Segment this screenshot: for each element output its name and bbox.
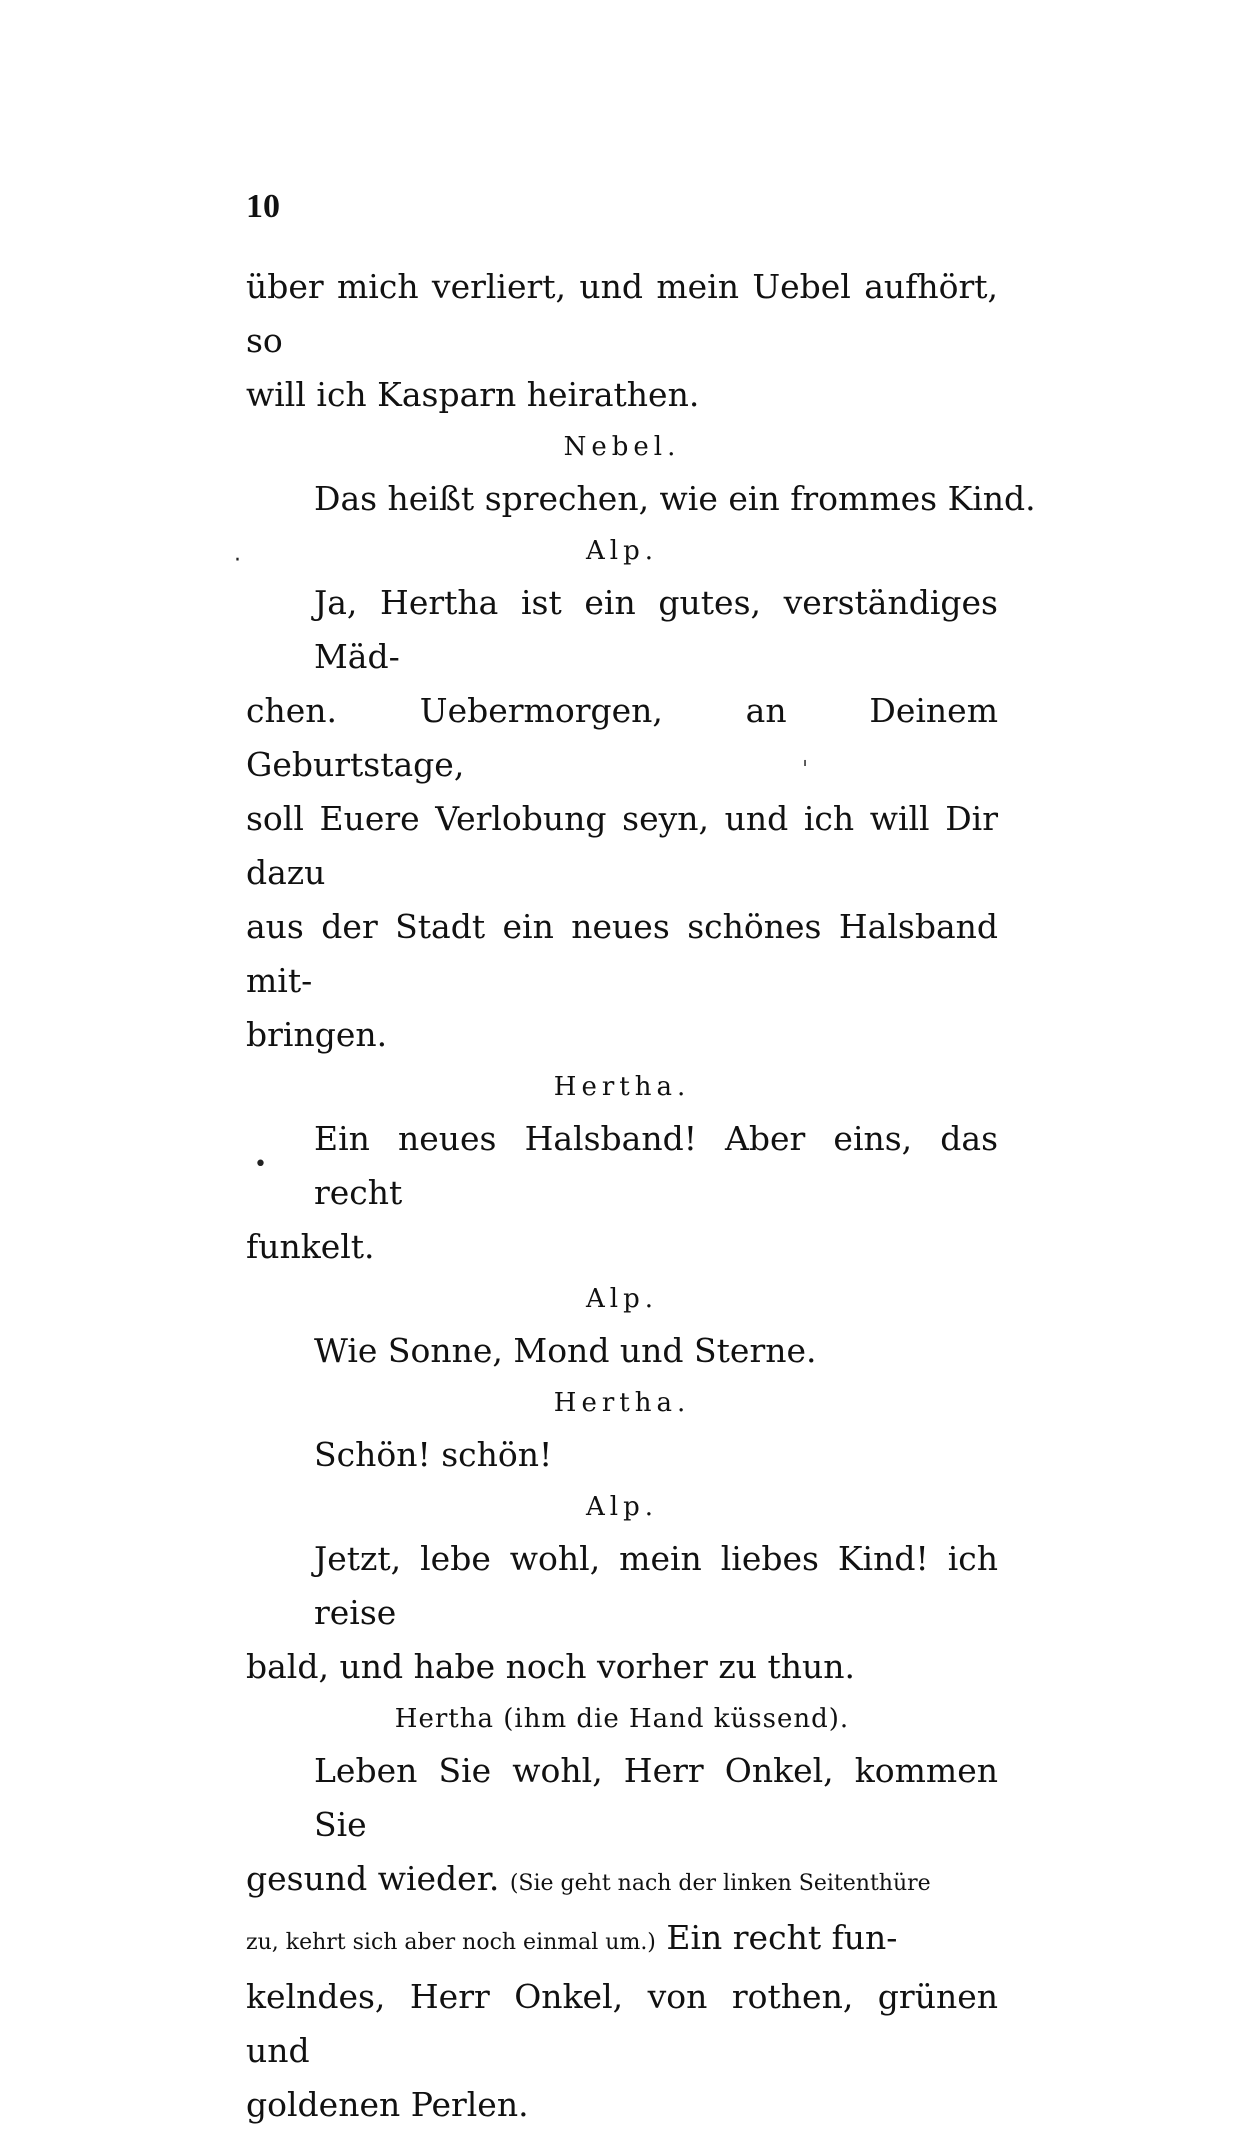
text-line: bringen. (246, 1015, 388, 1054)
text-line: soll Euere Verlobung seyn, und ich will Dir dazu (246, 799, 998, 892)
text-line: über mich verliert, und mein Uebel aufhört, so (246, 267, 998, 360)
text-line: Leben Sie wohl, Herr Onkel, kommen Sie (314, 1751, 998, 1844)
print-speck: · (234, 548, 241, 573)
text-line: Ja, Hertha ist ein gutes, verständiges Mäd- (314, 583, 998, 676)
speaker-name: Alp. (586, 1284, 658, 1314)
page-number: 10 (246, 188, 280, 225)
stage-direction: (Sie geht nach der linken Seitenthüre (509, 1871, 931, 1896)
text-line: Schön! schön! (314, 1435, 553, 1474)
text-line: funkelt. (246, 1227, 375, 1266)
speaker-name: Alp. (586, 536, 658, 566)
text-line: will ich Kasparn heirathen. (246, 375, 700, 414)
text-line: Ein neues Halsband! Aber eins, das recht (314, 1119, 998, 1212)
speaker-name: Hertha. (553, 1072, 691, 1102)
text-line: Das heißt sprechen, wie ein frommes Kind. (314, 479, 1036, 518)
print-speck: ˈ (802, 758, 809, 783)
speaker-name: Alp. (586, 1492, 658, 1522)
speaker-name: Nebel. (563, 432, 681, 462)
text-line: kelndes, Herr Onkel, von rothen, grünen und (246, 1977, 998, 2070)
speaker-name: Hertha. (553, 1388, 691, 1418)
text-line: Jetzt, lebe wohl, mein liebes Kind! ich reise (314, 1539, 998, 1632)
speaker-stage-direction: Hertha (ihm die Hand küssend). (394, 1704, 850, 1734)
print-speck: • (254, 1152, 267, 1177)
text-line: chen. Uebermorgen, an Deinem Geburtstage, (246, 691, 998, 784)
text-fragment: Ein recht fun- (666, 1918, 898, 1957)
text-fragment: gesund wieder. (246, 1859, 500, 1898)
stage-direction: zu, kehrt sich aber noch einmal um.) (246, 1930, 656, 1955)
text-line: goldenen Perlen. (246, 2085, 529, 2124)
text-line: Wie Sonne, Mond und Sterne. (314, 1331, 817, 1370)
text-line: aus der Stadt ein neues schönes Halsband mit- (246, 907, 998, 1000)
text-line (246, 1852, 998, 1911)
text-line: bald, und habe noch vorher zu thun. (246, 1647, 855, 1686)
text-line (246, 1911, 998, 1970)
page-body (246, 260, 1036, 2132)
